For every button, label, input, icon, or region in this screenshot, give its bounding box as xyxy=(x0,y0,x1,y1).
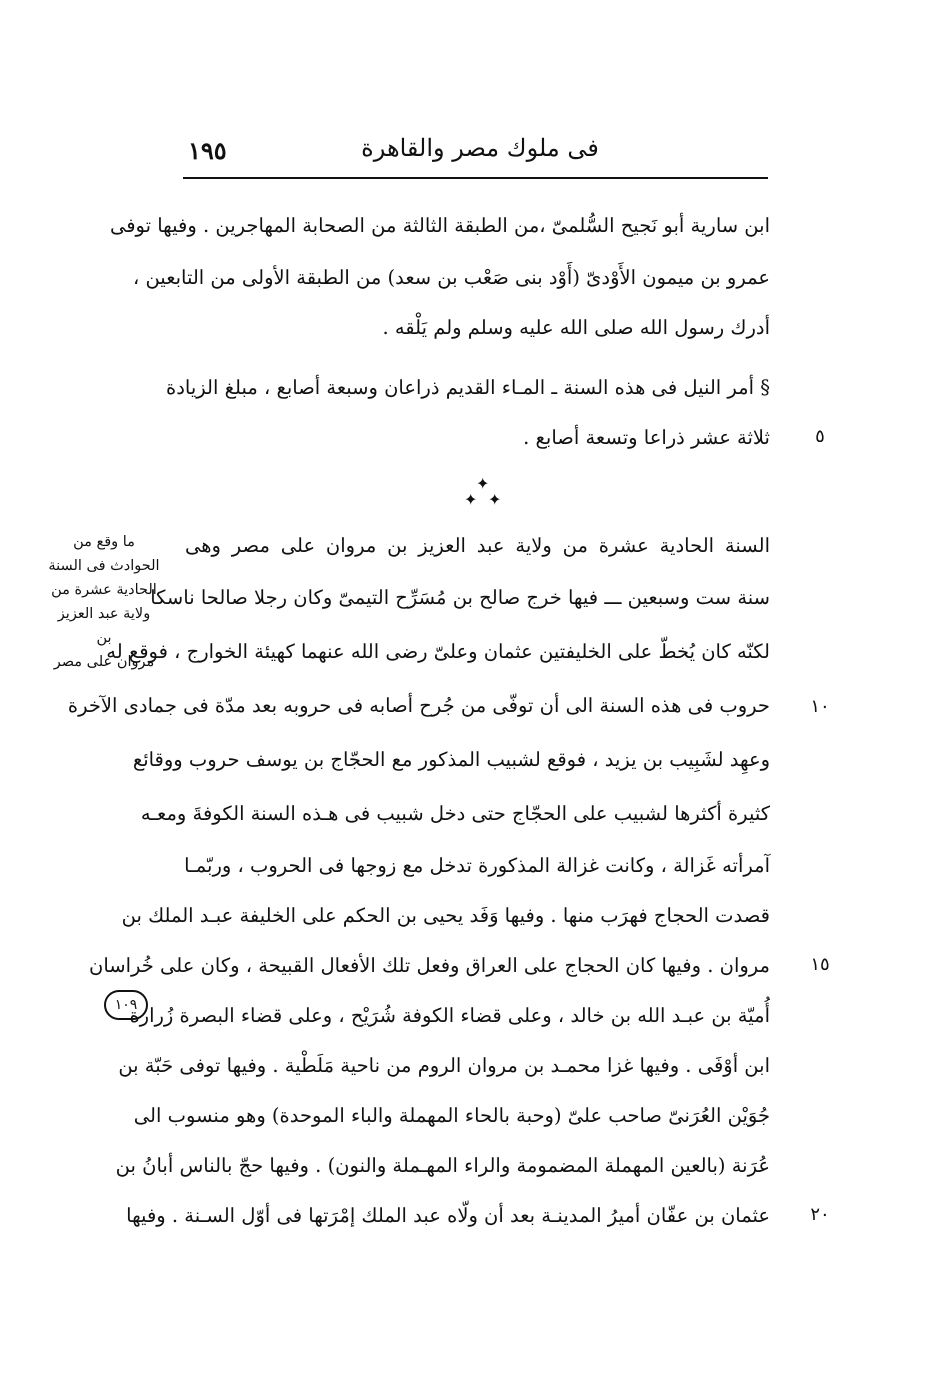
line-number: ١٥ xyxy=(810,954,830,975)
text-line: أُميّة بن عبـد الله بن خالد ، وعلى قضاء الكوفة شُرَيْح ، وعلى قضاء البصرة زُرارة xyxy=(129,1004,770,1027)
text-line: السنة الحادية عشرة من ولاية عبد العزيز بن مروان على مصر وهى xyxy=(185,534,770,557)
text-line: ابن أوْفَى . وفيها غزا محمـد بن مروان الروم من ناحية مَلَطْية . وفيها توفى حَبّة بن xyxy=(118,1054,770,1077)
page-number: ١٩٥ xyxy=(188,136,227,165)
running-title: فى ملوك مصر والقاهرة xyxy=(361,134,599,162)
text-line: عثمان بن عفّان أميرُ المدينـة بعد أن ولّاه عبد الملك إمْرَتها فى أوّل السـنة . وفيها xyxy=(126,1204,770,1227)
header-rule xyxy=(183,177,768,179)
text-line: عمرو بن ميمون الأَوْدىّ (أَوْد بنى صَعْب بن سعد) من الطبقة الأولى من التابعين ، xyxy=(132,266,770,289)
text-line: مروان . وفيها كان الحجاج على العراق وفعل تلك الأفعال القبيحة ، وكان على خُراسان xyxy=(89,954,770,977)
text-line: ثلاثة عشر ذراعا وتسعة أصابع . xyxy=(523,426,770,449)
text-line: لكنّه كان يُخطّ على الخليفتين عثمان وعلىّ رضى الله عنهما كهيئة الخوارج ، فوقع له xyxy=(106,640,770,663)
margin-note-line: مروان على مصر xyxy=(53,654,155,670)
text-line: § أمر النيل فى هذه السنة ـ المـاء القديم ذراعان وسبعة أصابع ، مبلغ الزيادة xyxy=(166,376,770,399)
text-line: أدرك رسول الله صلى الله عليه وسلم ولم يَلْقه . xyxy=(382,316,770,339)
text-line: آمرأته غَزالة ، وكانت غزالة المذكورة تدخل مع زوجها فى الحروب ، وربّمـا xyxy=(184,854,770,877)
margin-note-line: الحوادث فى السنة xyxy=(48,558,160,574)
text-line: عُرَنة (بالعين المهملة المضمومة والراء المهـملة والنون) . وفيها حجّ بالناس أبانُ بن xyxy=(115,1154,770,1177)
margin-note xyxy=(48,530,160,674)
text-line: قصدت الحجاج فهرَب منها . وفيها وَفَد يحيى بن الحكم على الخليفة عبـد الملك بن xyxy=(121,904,770,927)
margin-note-line: ولاية عبد العزيز بن xyxy=(57,606,151,646)
line-number: ٥ xyxy=(815,426,825,447)
margin-note-line: الحادية عشرة من xyxy=(51,582,157,598)
marginal-page-mark: ١٠٩ xyxy=(104,990,148,1020)
margin-note-line: ما وقع من xyxy=(73,534,135,550)
line-number: ٢٠ xyxy=(810,1204,830,1225)
text-line: جُوَيْن العُرَنىّ صاحب علىّ (وحبة بالحاء المهملة والباء الموحدة) وهو منسوب الى xyxy=(133,1104,770,1127)
text-line: وعهِد لشَبِيب بن يزيد ، فوقع لشبيب المذكور مع الحجّاج بن يوسف حروب ووقائع xyxy=(132,748,770,771)
text-line: كثيرة أكثرها لشبيب على الحجّاج حتى دخل شبيب فى هـذه السنة الكوفةَ ومعـه xyxy=(140,802,770,825)
text-line: حروب فى هذه السنة الى أن توفّى من جُرح أصابه فى حروبه بعد مدّة فى جمادى الآخرة xyxy=(67,694,770,717)
text-line: سنة ست وسبعين ـــ فيها خرج صالح بن مُسَرِّح التيمىّ وكان رجلا صالحا ناسكا xyxy=(150,586,770,609)
section-ornament: ✦ ✦ ✦ xyxy=(464,474,502,509)
line-number: ١٠ xyxy=(810,696,830,717)
text-line: ابن سارية أبو نَجيح السُّلمىّ ،من الطبقة الثالثة من الصحابة المهاجرين . وفيها توفى xyxy=(109,214,770,237)
